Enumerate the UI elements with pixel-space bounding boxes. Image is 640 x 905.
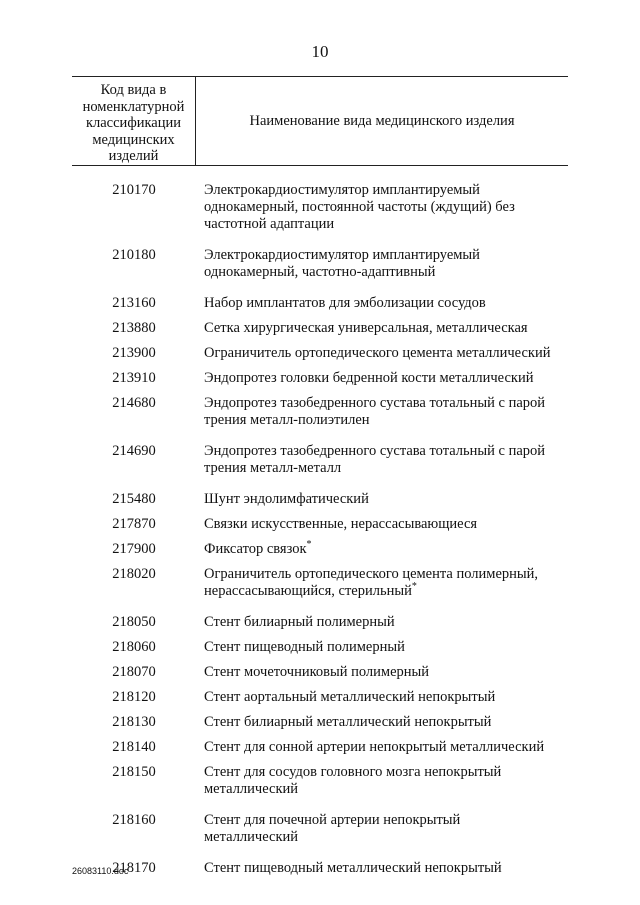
row-name-text: Эндопротез тазобедренного сустава тотальный с парой трения металл-металл [204,443,546,476]
header-name-column [196,77,568,165]
row-name [196,247,568,281]
row-name-text: Стент для сонной артерии непокрытый металлический [204,739,545,755]
table-body [72,182,568,877]
row-code: 218160 [112,812,156,828]
row-code: 218060 [112,639,156,655]
row-code: 218050 [112,614,156,630]
footnote-asterisk: * [306,539,312,551]
table-row [72,491,568,508]
footer-filename: 26083110.doc [72,866,129,876]
row-name [196,395,568,429]
row-name [196,664,568,681]
table-row [72,764,568,798]
row-name-text: Стент билиарный полимерный [204,614,395,630]
row-name [196,370,568,387]
row-code: 218130 [112,714,156,730]
row-name-text: Электрокардиостимулятор имплантируемый однокамерный, постоянной частоты (ждущий) без частотной адаптации [204,182,515,232]
row-name [196,320,568,337]
table-row [72,541,568,558]
row-code: 218140 [112,739,156,755]
row-code: 213160 [112,295,156,311]
table-header [72,76,568,166]
row-name-text: Ограничитель ортопедического цемента полимерный, нерассасывающийся, стерильный [204,566,539,599]
row-name-text: Стент билиарный металлический непокрытый [204,714,492,730]
table-row [72,516,568,533]
table-row [72,739,568,756]
row-name-text: Сетка хирургическая универсальная, металлическая [204,320,528,336]
table-row [72,395,568,429]
table-row [72,664,568,681]
header-name-label: Наименование вида медицинского изделия [249,112,515,129]
row-name-text: Связки искусственные, нерассасывающиеся [204,516,478,532]
row-code: 218020 [112,566,156,582]
row-code: 217870 [112,516,156,532]
table-row [72,247,568,281]
row-name [196,541,568,558]
row-code: 210180 [112,247,156,263]
row-name [196,714,568,731]
header-code-column [72,77,196,165]
row-name [196,614,568,631]
table-row [72,295,568,312]
row-name [196,491,568,508]
row-name [196,443,568,477]
row-name [196,860,568,877]
row-name-text: Ограничитель ортопедического цемента металлический [204,345,551,361]
row-code: 213900 [112,345,156,361]
table-row [72,345,568,362]
row-name-text: Стент пищеводный металлический непокрытый [204,860,502,876]
row-name-text: Стент для сосудов головного мозга непокрытый металлический [204,764,502,797]
row-code: 217900 [112,541,156,557]
row-code: 218070 [112,664,156,680]
table-row [72,614,568,631]
row-name [196,764,568,798]
table-row [72,320,568,337]
table-row [72,566,568,600]
row-name [196,295,568,312]
table-row [72,714,568,731]
row-code: 213880 [112,320,156,336]
row-name-text: Стент пищеводный полимерный [204,639,405,655]
row-code: 218150 [112,764,156,780]
row-name-text: Шунт эндолимфатический [204,491,369,507]
header-code-label: Код вида в номенклатурной классификации медицинских изделий [82,82,185,164]
footnote-asterisk: * [411,581,417,593]
row-name-text: Стент для почечной артерии непокрытый металлический [204,812,461,845]
row-name-text: Эндопротез головки бедренной кости металлический [204,370,534,386]
table-row [72,689,568,706]
row-name [196,739,568,756]
row-name-text: Набор имплантатов для эмболизации сосудов [204,295,486,311]
row-name [196,566,568,600]
table-row [72,860,568,877]
row-code: 218170 [112,860,156,876]
page-number: 10 [311,42,329,61]
row-name-text: Эндопротез тазобедренного сустава тотальный с парой трения металл-полиэтилен [204,395,546,428]
row-code: 218120 [112,689,156,705]
row-name [196,345,568,362]
row-name [196,639,568,656]
table-row [72,370,568,387]
row-name [196,689,568,706]
table-row [72,182,568,233]
table-row [72,443,568,477]
row-name-text: Фиксатор связок [204,541,307,557]
row-code: 213910 [112,370,156,386]
row-code: 214690 [112,443,156,459]
row-name [196,516,568,533]
row-code: 214680 [112,395,156,411]
row-name [196,812,568,846]
row-name-text: Стент аортальный металлический непокрытый [204,689,496,705]
table-row [72,812,568,846]
row-name [196,182,568,233]
row-code: 215480 [112,491,156,507]
row-name-text: Электрокардиостимулятор имплантируемый однокамерный, частотно-адаптивный [204,247,480,280]
row-code: 210170 [112,182,156,198]
table-row [72,639,568,656]
row-name-text: Стент мочеточниковый полимерный [204,664,430,680]
